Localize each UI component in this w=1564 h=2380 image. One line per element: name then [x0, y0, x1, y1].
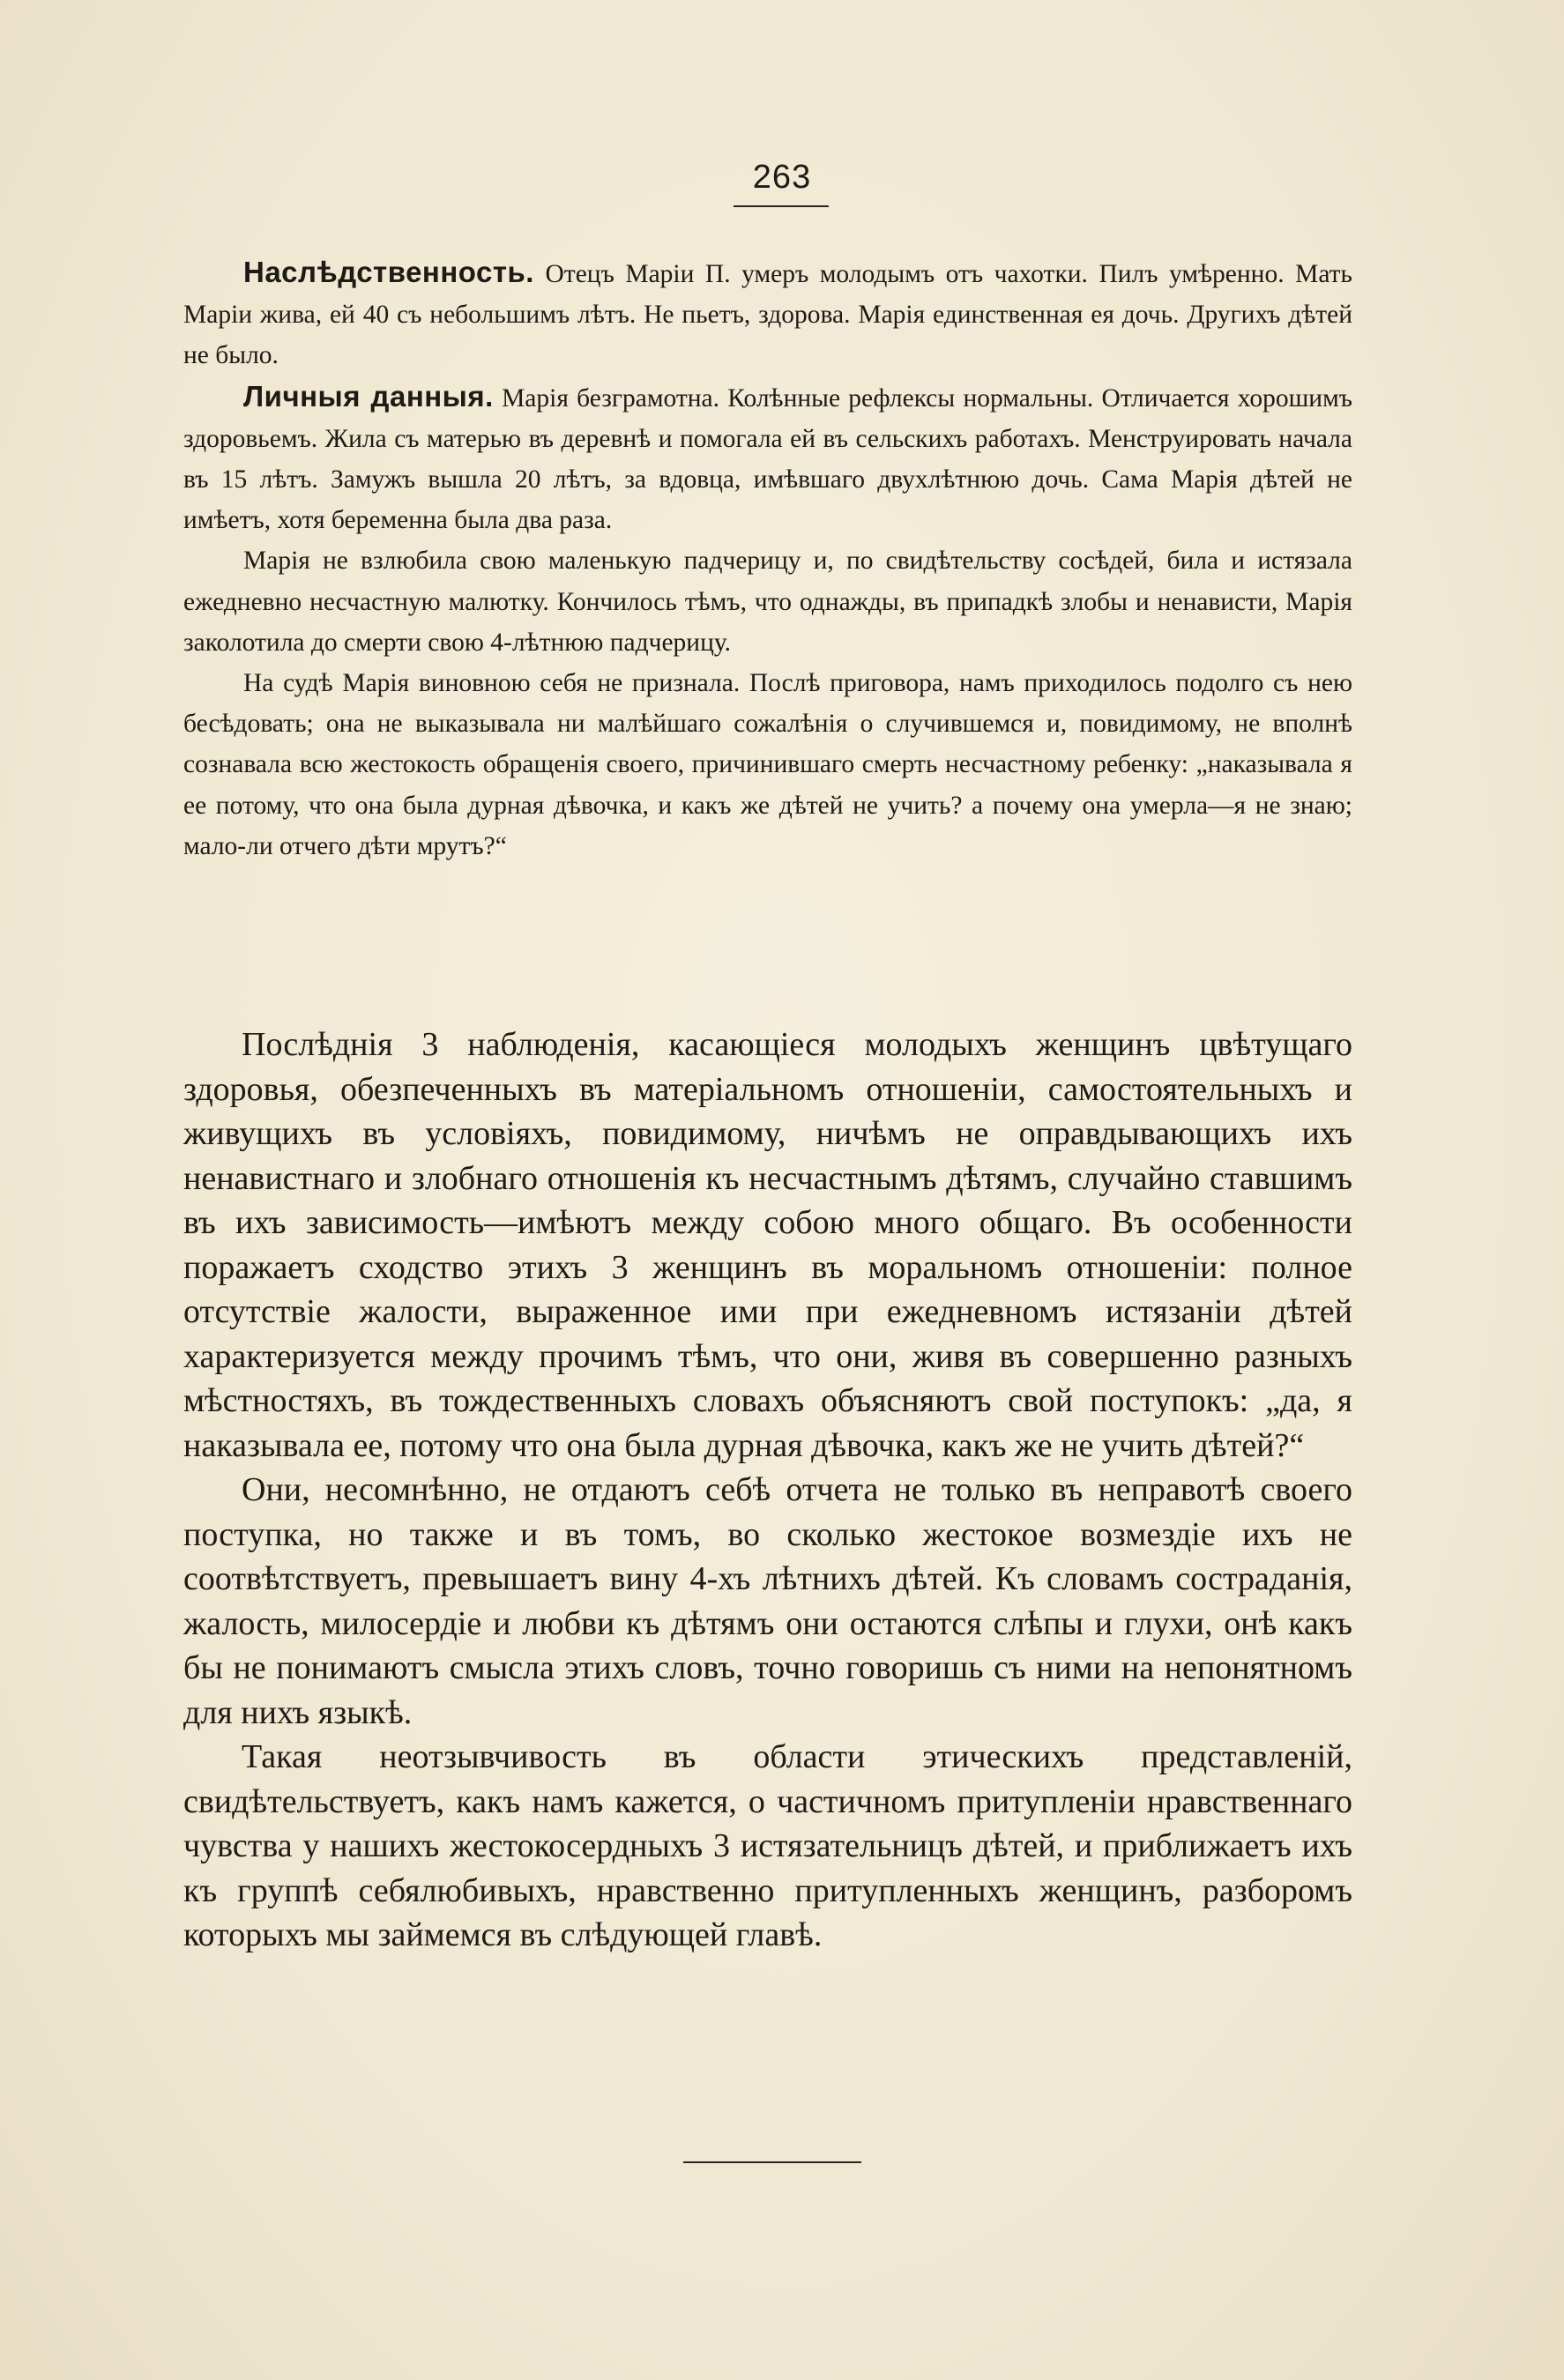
personal-data-heading: Личныя данныя.	[243, 379, 494, 413]
heredity-text: Отецъ Маріи П. умеръ молодымъ отъ чахотки. Пилъ умѣренно. Мать Маріи жива, ей 40 съ небольшимъ лѣтъ. Не пьетъ, здорова. Марія единственная ея дочь. Другихъ дѣтей не было.	[183, 260, 1353, 370]
discussion-paragraph: Такая неотзывчивость въ области этическихъ представленій, свидѣтельствуетъ, какъ намъ кажется, о частичномъ притупленіи нравственнаго чувства у нашихъ жестокосердныхъ 3 истязательницъ дѣтей, и приближаетъ ихъ къ группѣ себялюбивыхъ, нравственно притупленныхъ женщинъ, разборомъ которыхъ мы займемся въ слѣдующей главѣ.	[183, 1738, 1352, 1953]
heredity-paragraph	[183, 252, 1352, 376]
page-number: 263	[752, 159, 812, 196]
discussion-block	[183, 1023, 1352, 1958]
trial-paragraph: На судѣ Марія виновною себя не признала. Послѣ приговора, намъ приходилось подолго съ нею бесѣдовать; она не выказывала ни малѣйшаго сожалѣнія о случившемся и, повидимому, не вполнѣ сознавала всю жестокость обращенія своего, причинившаго смерть несчастному ребенку: „наказывала я ее потому, что она была дурная дѣвочка, и какъ же дѣтей не учить? а почему она умерла—я не знаю; мало-ли отчего дѣти мрутъ?“	[183, 669, 1352, 860]
heredity-heading: Наслѣдственность.	[243, 256, 534, 288]
personal-data-paragraph	[183, 376, 1352, 541]
section-end-rule	[683, 2161, 861, 2163]
discussion-paragraph: Они, несомнѣнно, не отдаютъ себѣ отчета не только въ неправотѣ своего поступка, но также и въ томъ, во сколько жестокое возмездіе ихъ не соотвѣтствуетъ, превышаетъ вину 4-хъ лѣтнихъ дѣтей. Къ словамъ состраданія, жалость, милосердіе и любви къ дѣтямъ они остаются слѣпы и глухи, онѣ какъ бы не понимаютъ смысла этихъ словъ, точно говоришь съ ними на непонятномъ для нихъ языкѣ.	[183, 1471, 1352, 1731]
case-history-block	[183, 252, 1352, 866]
page-number-underline	[734, 205, 829, 207]
personal-data-text: Марія безграмотна. Колѣнные рефлексы нормальны. Отличается хорошимъ здоровьемъ. Жила съ матерью въ деревнѣ и помогала ей въ сельскихъ работахъ. Менструировать начала въ 15 лѣтъ. Замужъ вышла 20 лѣтъ, за вдовца, имѣвшаго двухлѣтнюю дочь. Сама Марія дѣтей не имѣетъ, хотя беременна была два раза.	[183, 383, 1353, 535]
case-paragraph: Марія не взлюбила свою маленькую падчерицу и, по свидѣтельству сосѣдей, била и истязала ежедневно несчастную малютку. Кончилось тѣмъ, что однажды, въ припадкѣ злобы и ненависти, Марія заколотила до смерти свою 4-лѣтнюю падчерицу.	[183, 547, 1352, 657]
discussion-paragraph: Послѣднія 3 наблюденія, касающіеся молодыхъ женщинъ цвѣтущаго здоровья, обезпеченныхъ въ матеріальномъ отношеніи, самостоятельныхъ и живущихъ въ условіяхъ, повидимому, ничѣмъ не оправдывающихъ ихъ ненавистнаго и злобнаго отношенія къ несчастнымъ дѣтямъ, случайно ставшимъ въ ихъ зависимость—имѣютъ между собою много общаго. Въ особенности поражаетъ сходство этихъ 3 женщинъ въ моральномъ отношеніи: полное отсутствіе жалости, выраженное ими при ежедневномъ истязаніи дѣтей характеризуется между прочимъ тѣмъ, что они, живя въ совершенно разныхъ мѣстностяхъ, въ тождественныхъ словахъ объясняютъ свой поступокъ: „да, я наказывала ее, потому что она была дурная дѣвочка, какъ же не учить дѣтей?“	[183, 1026, 1352, 1464]
